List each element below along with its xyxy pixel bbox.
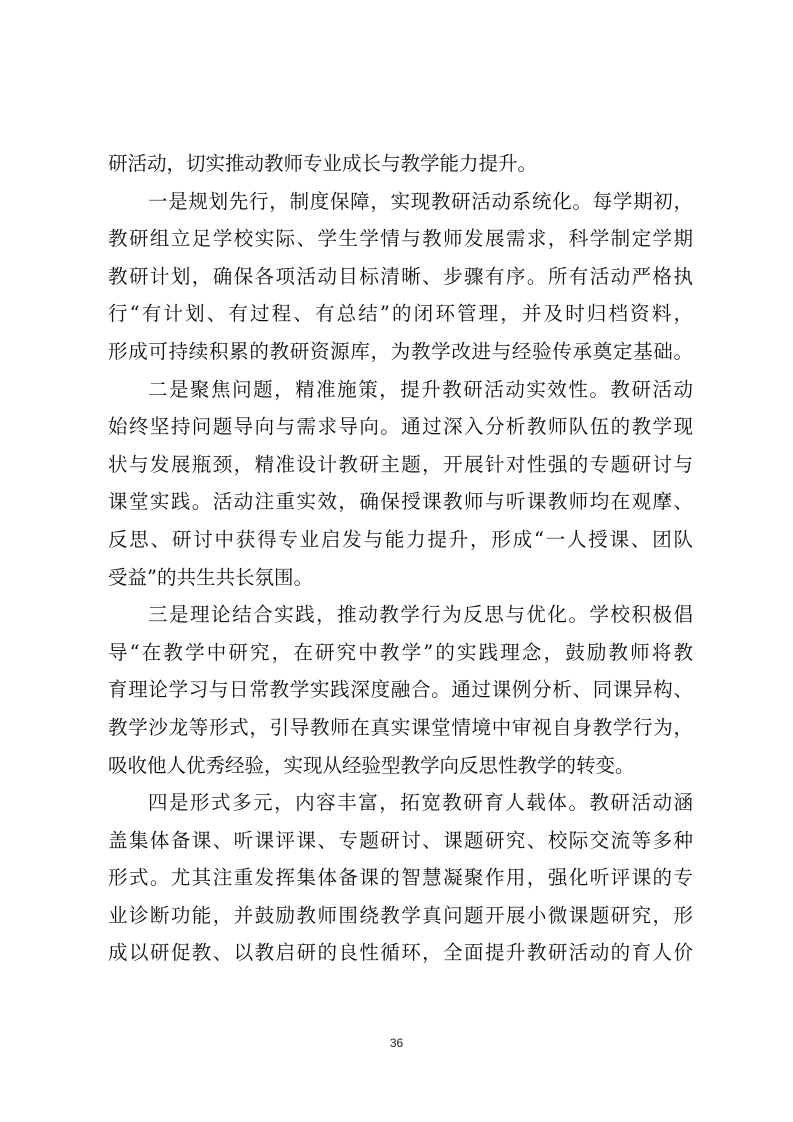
paragraph-1-start: 一是规划先行，制度保障，实现教研活动系统化。每学期初， xyxy=(148,189,693,213)
text-line: 行“有计划、有过程、有总结”的闭环管理，并及时归档资料， xyxy=(108,302,693,326)
text-line: 形成可持续积累的教研资源库，为教学改进与经验传承奠定基础。 xyxy=(108,339,693,363)
text-line: 业诊断功能，并鼓励教师围绕教学真问题开展小微课题研究，形 xyxy=(108,903,693,927)
text-line: 反思、研讨中获得专业启发与能力提升，形成“一人授课、团队 xyxy=(108,527,693,551)
text-line: 吸收他人优秀经验，实现从经验型教学向反思性教学的转变。 xyxy=(108,753,635,777)
text-line: 导“在教学中研究，在研究中教学”的实践理念，鼓励教师将教 xyxy=(108,640,693,664)
text-line: 形式。尤其注重发挥集体备课的智慧凝聚作用，强化听评课的专 xyxy=(108,866,693,890)
text-line: 育理论学习与日常教学实践深度融合。通过课例分析、同课异构、 xyxy=(108,678,693,702)
body-text xyxy=(108,145,693,972)
page-number: 36 xyxy=(389,1036,404,1050)
text-line: 研活动，切实推动教师专业成长与教学能力提升。 xyxy=(108,152,538,175)
text-line: 成以研促教、以教启研的良性循环，全面提升教研活动的育人价 xyxy=(108,941,693,965)
text-line: 教学沙龙等形式，引导教师在真实课堂情境中审视自身教学行为， xyxy=(108,715,693,739)
text-line: 盖集体备课、听课评课、专题研讨、课题研究、校际交流等多种 xyxy=(108,828,693,852)
paragraph-4-start: 四是形式多元，内容丰富，拓宽教研育人载体。教研活动涵 xyxy=(148,791,693,815)
text-line: 状与发展瓶颈，精准设计教研主题，开展针对性强的专题研讨与 xyxy=(108,452,693,476)
paragraph-2-start: 二是聚焦问题，精准施策，提升教研活动实效性。教研活动 xyxy=(148,377,693,401)
text-line: 教研组立足学校实际、学生学情与教师发展需求，科学制定学期 xyxy=(108,227,693,251)
text-line: 始终坚持问题导向与需求导向。通过深入分析教师队伍的教学现 xyxy=(108,415,693,439)
paragraph-3-start: 三是理论结合实践，推动教学行为反思与优化。学校积极倡 xyxy=(148,603,693,627)
text-line: 教研计划，确保各项活动目标清晰、步骤有序。所有活动严格执 xyxy=(108,264,693,288)
text-line: 课堂实践。活动注重实效，确保授课教师与听课教师均在观摩、 xyxy=(108,490,693,514)
text-line: 受益”的共生共长氛围。 xyxy=(108,565,313,589)
